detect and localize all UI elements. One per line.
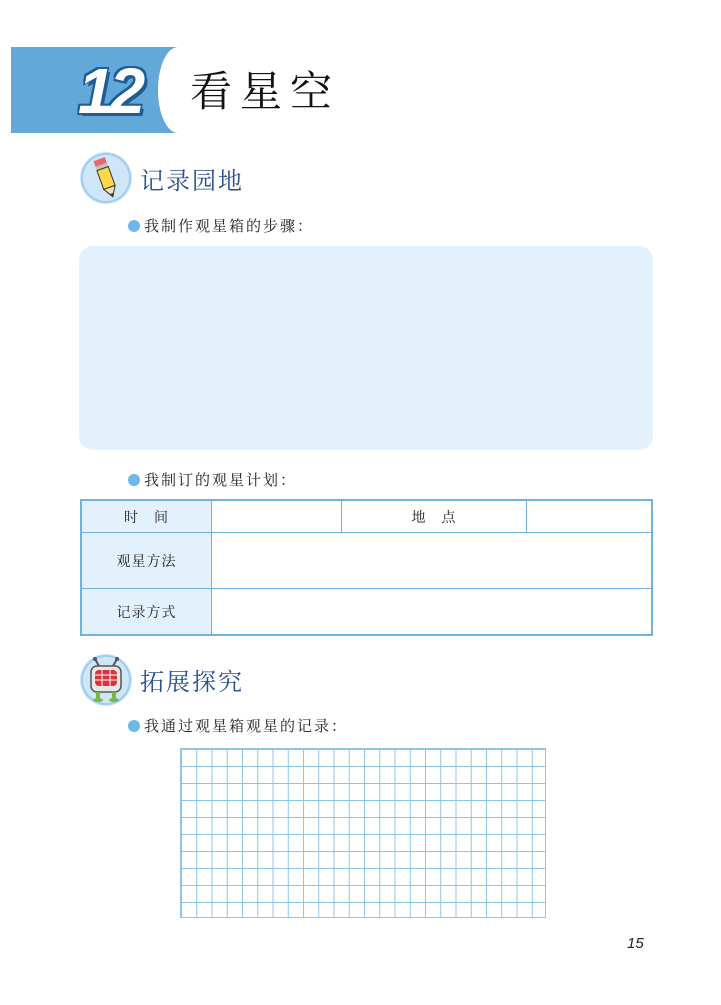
time-label: 时 间 xyxy=(82,501,212,533)
bullet-dot xyxy=(128,720,140,732)
steps-answer-box[interactable] xyxy=(79,246,653,450)
prompt-record-text: 我通过观星箱观星的记录： xyxy=(144,717,349,735)
pencil-icon xyxy=(80,152,132,204)
prompt-steps-text: 我制作观星箱的步骤： xyxy=(144,217,315,235)
section-title-explore: 拓展探究 xyxy=(140,668,244,696)
lesson-title: 看星空 xyxy=(190,67,341,116)
place-label: 地 点 xyxy=(342,501,527,533)
prompt-steps xyxy=(128,216,314,236)
bullet-dot xyxy=(128,220,140,232)
writing-grid[interactable] xyxy=(180,748,546,918)
section-title-record: 记录园地 xyxy=(140,167,244,195)
place-input[interactable] xyxy=(527,501,651,533)
method-input[interactable] xyxy=(212,533,651,589)
time-input[interactable] xyxy=(212,501,342,533)
prompt-record xyxy=(128,716,348,736)
tv-robot-icon xyxy=(80,654,132,706)
lesson-number: 12 xyxy=(78,55,142,127)
observation-plan-table xyxy=(80,499,653,636)
prompt-plan-text: 我制订的观星计划： xyxy=(144,471,298,489)
record-method-label: 记录方式 xyxy=(82,589,212,634)
page-number: 15 xyxy=(627,935,644,952)
prompt-plan xyxy=(128,470,297,490)
record-method-input[interactable] xyxy=(212,589,651,634)
bullet-dot xyxy=(128,474,140,486)
method-label: 观星方法 xyxy=(82,533,212,589)
